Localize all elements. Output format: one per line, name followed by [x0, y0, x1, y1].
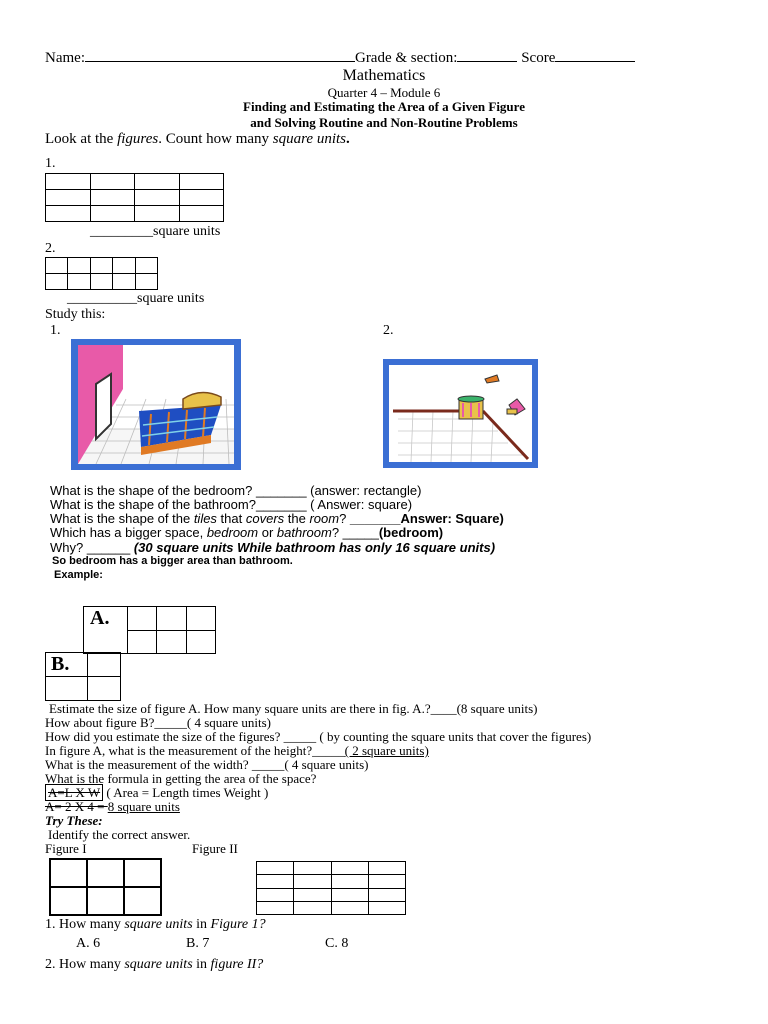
try-q1-pre: 1. How many — [45, 917, 125, 932]
try-q1-in: in — [192, 917, 211, 932]
estimate-line-6: What is the formula in getting the area of the space? — [45, 771, 317, 786]
estimate-line-5: What is the measurement of the width? _____( 4 square units) — [45, 757, 369, 772]
grade-label: Grade & section: — [354, 50, 458, 66]
intro-text: Look at the — [45, 131, 118, 147]
intro-units: square units — [272, 131, 346, 147]
try-q1-figure: Figure 1? — [210, 917, 266, 932]
try-q1-units: square units — [124, 917, 193, 932]
area-computation: A= 2 X 4 = — [45, 799, 108, 814]
area-result: 8 square units — [107, 799, 180, 814]
q-tiles-word: tiles — [193, 511, 217, 526]
estimate-line-4-answer: ( 2 square units) — [344, 743, 429, 758]
q-tiles-covers: covers — [245, 511, 285, 526]
figure-b — [45, 652, 121, 700]
count-q2-number: 2. — [45, 241, 56, 256]
study-pic2-number: 2. — [383, 323, 394, 338]
intro-end: . — [346, 131, 350, 147]
try-q2-pre: 2. How many — [45, 957, 125, 972]
module-title-line1: Finding and Estimating the Area of a Given Figure — [243, 99, 525, 114]
q-tiles-room: room — [309, 511, 340, 526]
count-grid-2 — [45, 257, 158, 290]
intro-text-mid: . Count how many — [158, 131, 273, 147]
try-q2-figure: figure II? — [210, 957, 264, 972]
q-tiles-mid: that — [216, 511, 246, 526]
q-tiles-pre: What is the shape of the — [50, 511, 194, 526]
q-bathroom-shape: What is the shape of the bathroom?_______ ( Answer: square) — [50, 497, 413, 512]
bedroom-picture — [71, 339, 241, 470]
try-q2-in: in — [192, 957, 211, 972]
figure-i-grid — [49, 858, 162, 916]
option-a[interactable]: A. 6 — [76, 936, 101, 951]
figure-b-label: B. — [46, 653, 88, 677]
estimate-line-3: How did you estimate the size of the figures? _____ ( by counting the square units that cover the figures) — [45, 729, 592, 744]
estimate-line-4-pre: In figure A, what is the measurement of the height?_____ — [45, 743, 345, 758]
q-bigger-or: or — [258, 525, 277, 540]
area-formula-meaning: ( Area = Length times Weight ) — [103, 785, 269, 800]
intro-instruction — [45, 131, 350, 148]
intro-figures: figures — [117, 131, 159, 147]
name-label: Name: — [45, 50, 85, 66]
count-q2-answer: __________square units — [67, 291, 205, 306]
q-bigger-bedroom: bedroom — [206, 525, 259, 540]
estimate-line-1: Estimate the size of figure A. How many square units are there in fig. A.?____(8 square units) — [49, 701, 538, 716]
q-bigger-bathroom: bathroom — [276, 525, 332, 540]
so-line: So bedroom has a bigger area than bathroom. — [52, 555, 293, 567]
count-grid-1 — [45, 173, 224, 222]
figure-ii-label: Figure II — [192, 841, 238, 856]
try-title: Try These: — [45, 813, 103, 828]
figure-ii-grid — [256, 861, 406, 915]
try-instruction: Identify the correct answer. — [48, 827, 191, 842]
option-b[interactable]: B. 7 — [186, 936, 210, 951]
try-question-1 — [45, 917, 266, 933]
figure-a-label: A. — [84, 607, 128, 631]
q-bigger-post: ? _____ — [331, 525, 379, 540]
try-question-2 — [45, 957, 263, 973]
estimate-line-2: How about figure B?_____( 4 square units) — [45, 715, 272, 730]
quarter-label: Quarter 4 – Module 6 — [327, 85, 441, 100]
try-q2-units: square units — [124, 957, 193, 972]
score-blank[interactable] — [555, 61, 635, 62]
q-tiles-q: ? — [339, 511, 350, 526]
name-line — [45, 50, 635, 67]
score-label: Score — [521, 50, 556, 66]
area-formula: A=L X W — [45, 784, 103, 801]
subject-title: Mathematics — [342, 67, 426, 84]
module-title-line2: and Solving Routine and Non-Routine Problems — [250, 115, 518, 130]
bathroom-picture — [383, 359, 538, 468]
q-tiles-the: the — [284, 511, 310, 526]
q-why — [50, 540, 495, 555]
q-why-answer: (30 square units While bathroom has only 16 square units) — [133, 540, 496, 555]
study-label: Study this: — [45, 307, 106, 322]
q-why-pre: Why? ______ — [50, 540, 134, 555]
q-bigger-space — [50, 525, 443, 540]
name-blank[interactable] — [85, 61, 355, 62]
figure-a — [83, 606, 216, 652]
q-bigger-pre: Which has a bigger space, — [50, 525, 207, 540]
figure-i-label: Figure I — [45, 841, 87, 856]
q-tiles-answer: _______Answer: Square) — [349, 511, 504, 526]
example-label: Example: — [54, 569, 103, 581]
q-bedroom-shape: What is the shape of the bedroom? _______ (answer: rectangle) — [50, 483, 422, 498]
q-bigger-answer: (bedroom) — [378, 525, 444, 540]
q-tiles-shape — [50, 511, 504, 526]
option-c[interactable]: C. 8 — [325, 936, 349, 951]
count-q1-number: 1. — [45, 156, 56, 171]
study-pic1-number: 1. — [50, 323, 61, 338]
count-q1-answer: _________square units — [90, 224, 221, 239]
grade-blank[interactable] — [457, 61, 517, 62]
